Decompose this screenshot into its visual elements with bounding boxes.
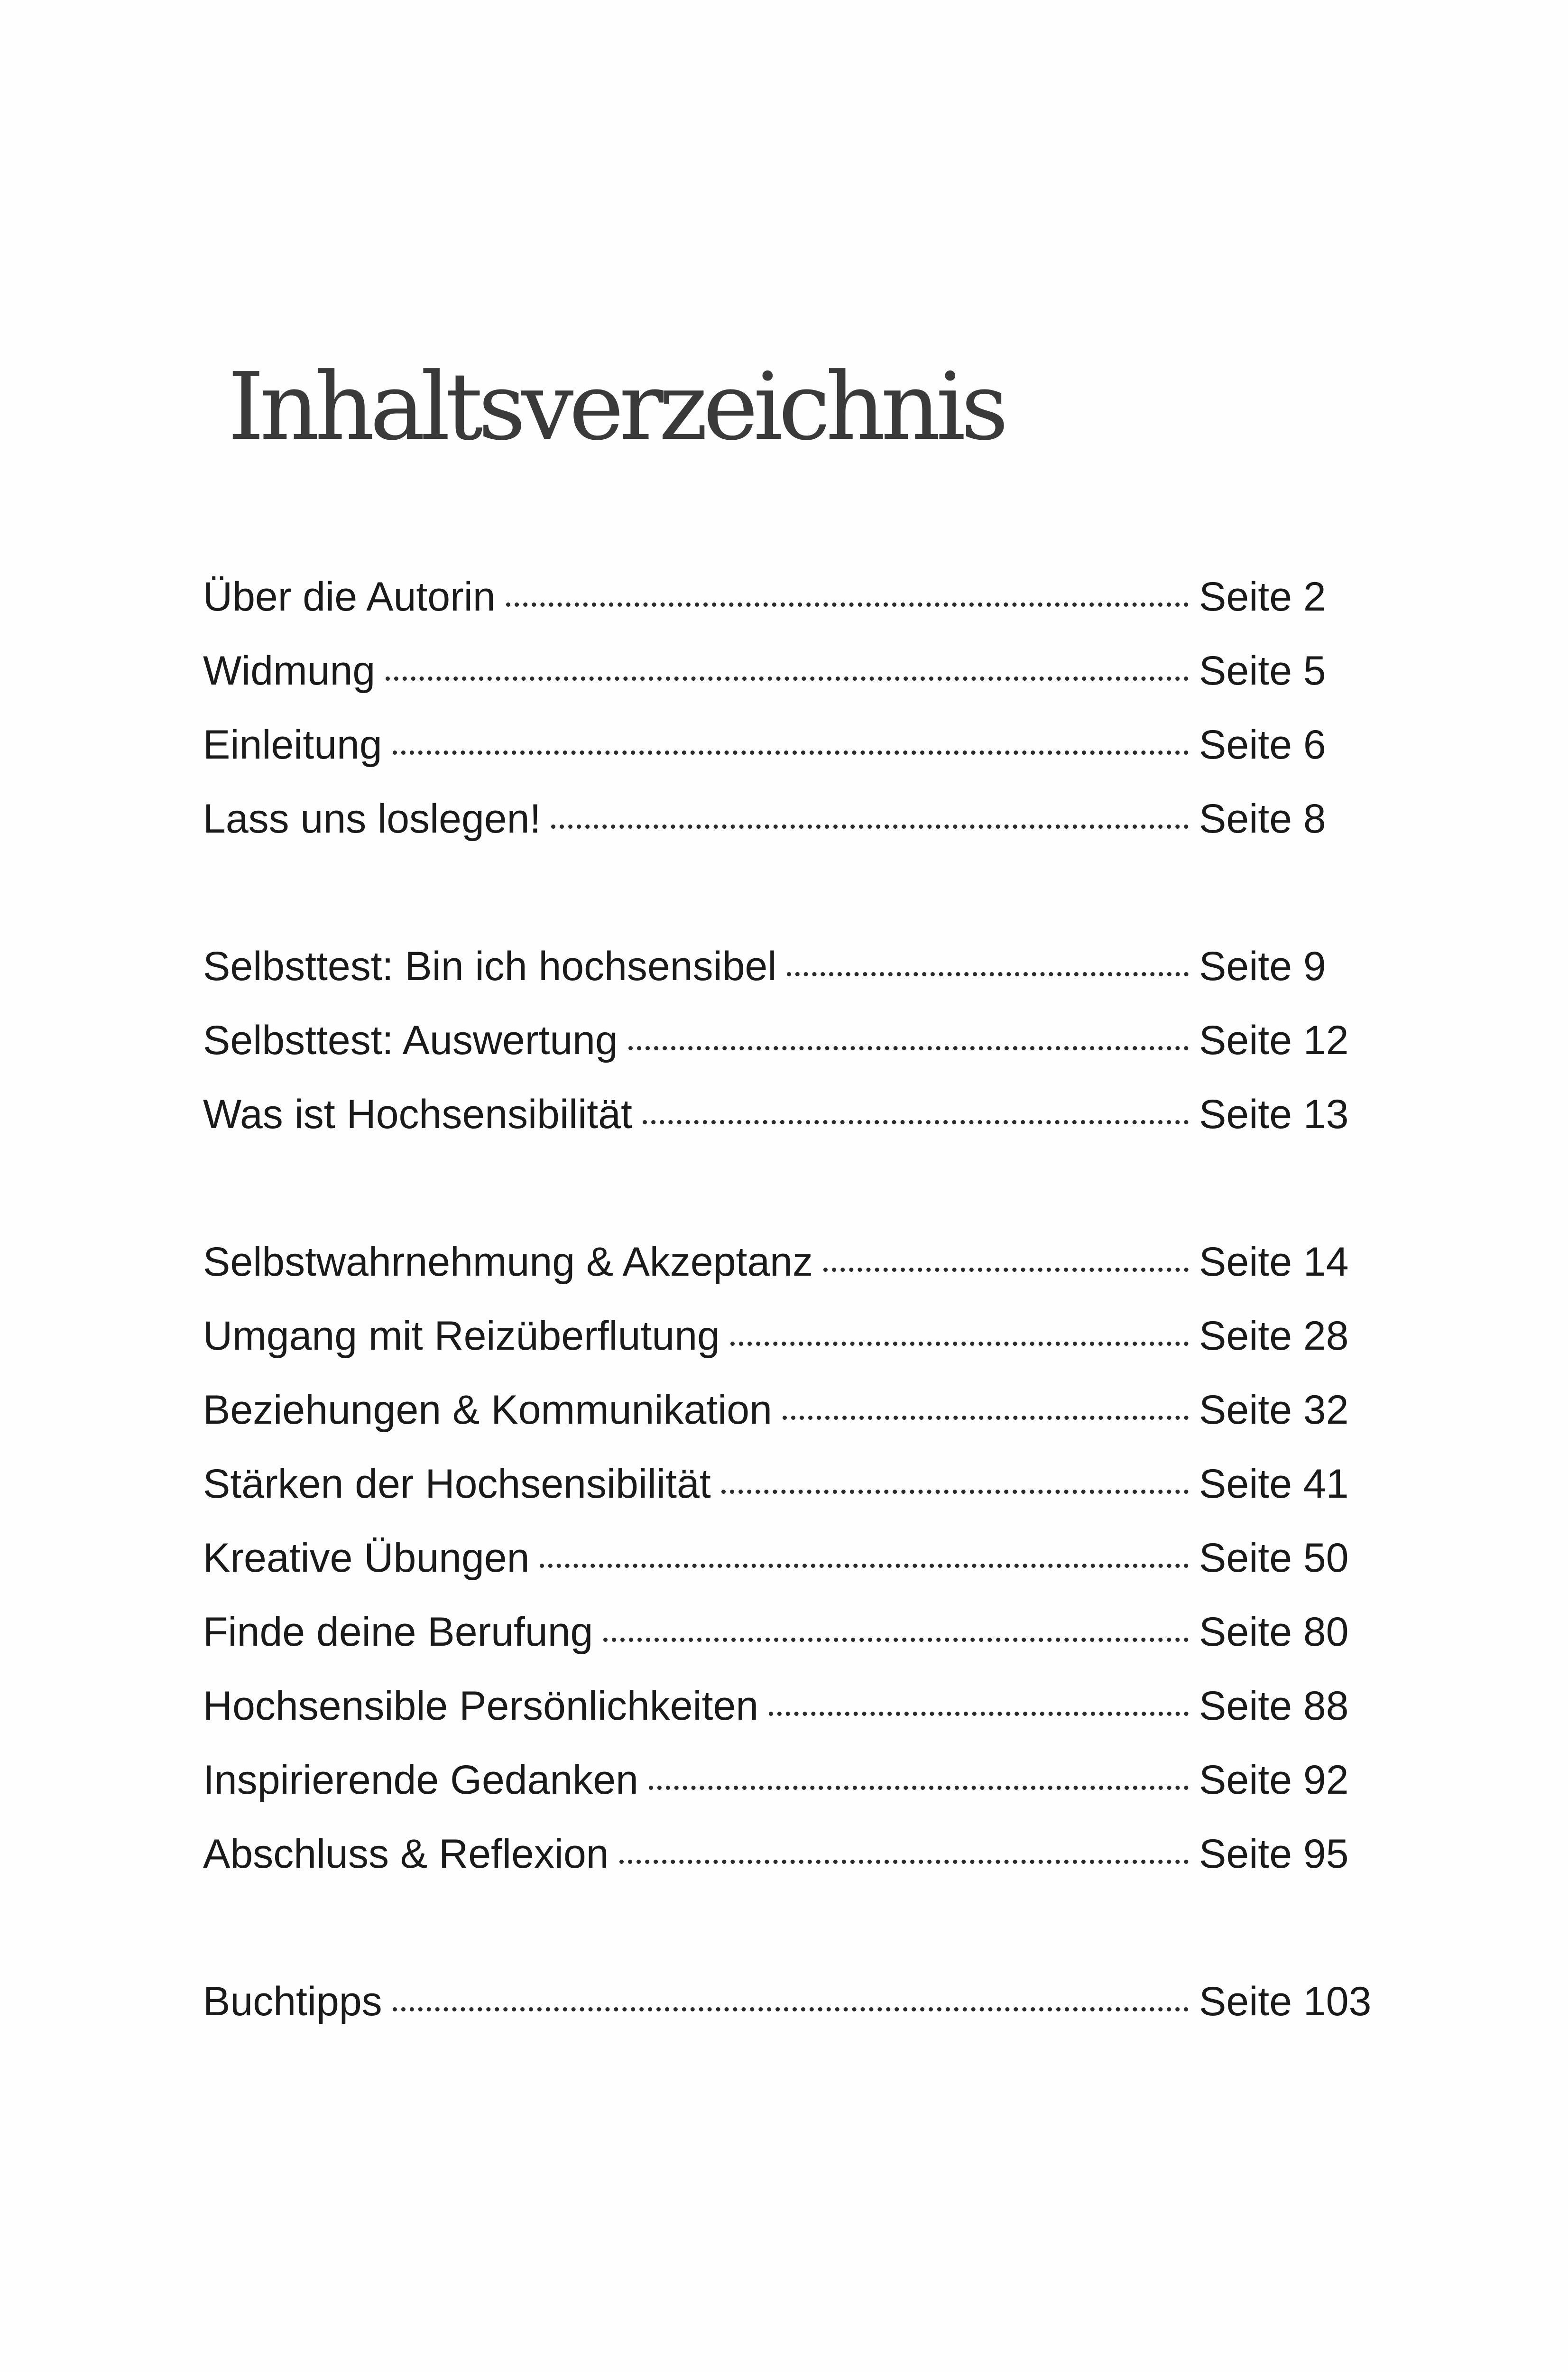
toc-entry [203,1669,1374,1743]
toc-entry-title: Über die Autorin [203,574,496,620]
dot-leader [823,1268,1189,1272]
toc-entry-page: Seite 95 [1199,1831,1349,1877]
dot-leader [649,1786,1189,1790]
dot-leader [393,751,1189,755]
toc-entry-page: Seite 88 [1199,1683,1349,1729]
toc-entry-title: Abschluss & Reflexion [203,1831,609,1877]
toc-entry-title: Selbstwahrnehmung & Akzeptanz [203,1239,813,1285]
dot-leader [386,676,1189,681]
toc-entry [203,560,1374,634]
toc-group-2 [203,929,1374,1151]
toc-entry [203,1299,1374,1373]
toc-entry-page: Seite 50 [1199,1535,1349,1581]
toc-entry [203,1225,1374,1299]
page-title: Inhaltsverzeichnis [228,353,1004,461]
toc-entry [203,634,1374,708]
toc-entry-page: Seite 80 [1199,1609,1349,1655]
toc-entry [203,1373,1374,1447]
toc-entry-page: Seite 92 [1199,1757,1349,1803]
toc-entry-title: Kreative Übungen [203,1535,530,1581]
dot-leader [769,1712,1189,1716]
toc-entry [203,1521,1374,1595]
dot-leader [783,1416,1189,1420]
toc-entry [203,782,1374,856]
toc-entry-page: Seite 32 [1199,1387,1349,1433]
toc-entry-title: Finde deine Berufung [203,1609,593,1655]
toc-entry-title: Selbsttest: Auswertung [203,1018,618,1063]
toc-entry-title: Selbsttest: Bin ich hochsensibel [203,944,777,989]
toc-entry-title: Widmung [203,648,376,694]
toc-entry-page: Seite 8 [1199,796,1326,842]
toc-entry [203,1447,1374,1521]
toc-entry-title: Was ist Hochsensibilität [203,1092,632,1137]
toc-entry-page: Seite 9 [1199,944,1326,989]
dot-leader [628,1046,1189,1050]
toc-entry [203,1817,1374,1891]
toc-entry-title: Einleitung [203,722,382,768]
dot-leader [393,2007,1189,2011]
toc-entry-title: Umgang mit Reizüberflutung [203,1313,720,1359]
table-of-contents [203,560,1374,2112]
toc-entry-page: Seite 13 [1199,1092,1349,1137]
toc-entry-title: Hochsensible Persönlichkeiten [203,1683,759,1729]
toc-group-4 [203,1964,1374,2038]
toc-entry [203,929,1374,1003]
toc-entry-page: Seite 6 [1199,722,1326,768]
toc-entry-page: Seite 12 [1199,1018,1349,1063]
toc-entry-title: Stärken der Hochsensibilität [203,1461,711,1507]
dot-leader [506,602,1189,607]
toc-entry-title: Beziehungen & Kommunikation [203,1387,772,1433]
dot-leader [551,825,1189,829]
toc-entry-title: Lass uns loslegen! [203,796,541,842]
toc-entry [203,708,1374,782]
toc-entry [203,1964,1374,2038]
toc-entry-page: Seite 41 [1199,1461,1349,1507]
toc-entry-page: Seite 14 [1199,1239,1349,1285]
dot-leader [643,1120,1189,1124]
toc-group-1 [203,560,1374,856]
toc-entry-page: Seite 103 [1199,1979,1372,2024]
dot-leader [730,1342,1189,1346]
toc-group-3 [203,1225,1374,1891]
dot-leader [721,1490,1189,1494]
dot-leader [619,1860,1189,1864]
toc-entry [203,1003,1374,1077]
toc-entry [203,1743,1374,1817]
toc-entry-page: Seite 5 [1199,648,1326,694]
dot-leader [603,1638,1189,1642]
toc-entry-page: Seite 2 [1199,574,1326,620]
dot-leader [787,972,1189,976]
toc-entry [203,1595,1374,1669]
toc-entry-title: Inspirierende Gedanken [203,1757,638,1803]
toc-entry [203,1077,1374,1151]
dot-leader [540,1564,1189,1568]
toc-entry-title: Buchtipps [203,1979,382,2024]
toc-entry-page: Seite 28 [1199,1313,1349,1359]
